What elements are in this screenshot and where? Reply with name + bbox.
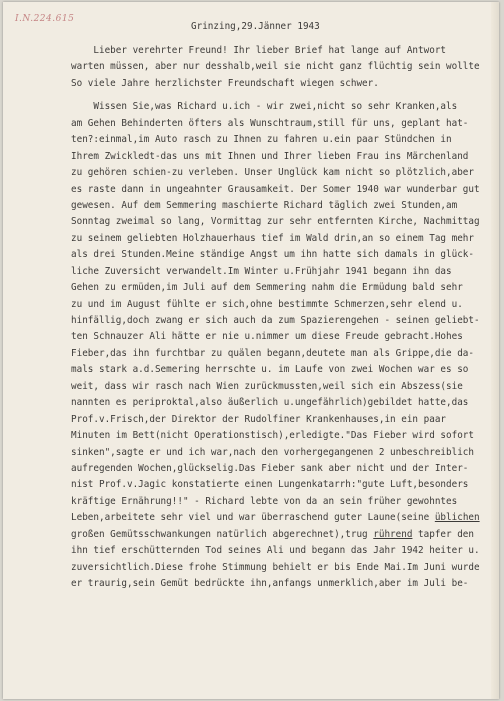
letter-line: sinken",sagte er und ich war,nach den vorhergegangenen 2 unbeschreiblich [71, 446, 474, 458]
letter-line: zu seinem geliebten Holzhauerhaus tief im Wald drin,an so einem Tag mehr [71, 232, 474, 244]
letter-date-header: Grinzing,29.Jänner 1943 [191, 21, 320, 32]
inventory-number: I.N.224.615 [15, 14, 75, 24]
letter-line: Gehen zu ermüden,im Juli auf dem Semmering nahm die Ermüdung bald sehr [71, 282, 463, 294]
letter-page [3, 2, 499, 699]
letter-line: ihn tief erschütternden Tod seines Ali und begann das Jahr 1942 heiter u. [71, 545, 480, 557]
letter-line: zuversichtlich.Diese frohe Stimmung behielt er bis Ende Mai.Im Juni wurde [71, 561, 480, 573]
letter-line: warten müssen, aber nur desshalb,weil sie nicht ganz flüchtig sein wollte [71, 61, 480, 73]
letter-line: Sonntag zweimal so lang, Vormittag zur sehr entfernten Kirche, Nachmittag [71, 216, 480, 228]
letter-line: ten Schnauzer Ali hätte er nie u.nimmer um diese Freude gebracht.Hohes [71, 331, 463, 343]
letter-line: zu und im August fühlte er sich,ohne bestimmte Schmerzen,sehr elend u. [71, 298, 463, 310]
letter-line: aufregenden Wochen,glückselig.Das Fieber sank aber nicht und der Inter- [71, 462, 469, 474]
letter-line: Fieber,das ihn furchtbar zu quälen begann,deutete man als Grippe,die da- [71, 347, 474, 359]
letter-line: er traurig,sein Gemüt bedrückte ihn,anfangs unmerklich,aber im Juli be- [71, 578, 469, 589]
letter-line: Ihrem Zwickledt-das uns mit Ihnen und Ihrer lieben Frau ins Märchenland [71, 150, 469, 162]
letter-line: weit, dass wir rasch nach Wien zurückmussten,weil sich ein Abszess(sie [71, 380, 463, 392]
underlined-word: üblichen [434, 512, 480, 524]
letter-line: liche Zuversicht verwandelt.Im Winter u.Frühjahr 1941 begann ihn das [71, 265, 452, 277]
letter-line: am Gehen Behinderten öfters als Wunschtraum,still für uns, geplant hat- [71, 117, 469, 129]
letter-line: zu gehören schien-zu verleben. Unser Unglück kam nicht so plötzlich,aber [71, 167, 474, 179]
letter-line: Prof.v.Frisch,der Direktor der Rudolfiner Krankenhauses,in ein paar [71, 413, 447, 425]
letter-line: nist Prof.v.Jagic konstatierte einen Lungenkatarrh:"gute Luft,besonders [71, 479, 469, 491]
letter-line: Lieber verehrter Freund! Ihr lieber Brief hat lange auf Antwort [71, 45, 447, 56]
letter-line: Leben,arbeitete sehr viel und war überraschend guter Laune(seine üblichen [71, 512, 480, 524]
letter-line: ten?:einmal,im Auto rasch zu Ihnen zu fahren u.ein paar Stündchen in [71, 134, 452, 146]
letter-line: mals stark a.d.Semering herrschte u. im Laufe von zwei Wochen war es so [71, 364, 469, 376]
letter-line: als drei Stunden.Meine ständige Angst um ihn hatte sich damals in glück- [71, 249, 474, 261]
letter-line: Wissen Sie,was Richard u.ich - wir zwei,nicht so sehr Kranken,als [71, 101, 458, 113]
letter-body [71, 43, 499, 592]
letter-line: Minuten im Bett(nicht Operationstisch),erledigte."Das Fieber wird sofort [71, 430, 474, 442]
letter-line: gewesen. Auf dem Semmering maschierte Richard täglich zwei Stunden,am [71, 199, 458, 211]
letter-line: hinfällig,doch zwang er sich auch da zum Spazierengehen - seinen geliebt- [71, 315, 480, 326]
letter-line: nannten es periproktal,also äußerlich u.ungefährlich)gebildet hatte,das [71, 397, 469, 409]
letter-line: großen Gemütsschwankungen natürlich abgerechnet),trug rührend tapfer den [71, 528, 475, 540]
letter-line: es raste dann in ungeahnter Grausamkeit. Der Somer 1940 war wunderbar gut [71, 183, 480, 195]
underlined-word: rührend [373, 528, 413, 540]
letter-line: So viele Jahre herzlichster Freundschaft wiegen schwer. [71, 77, 379, 89]
letter-line: kräftige Ernährung!!" - Richard lebte von da an sein früher gewohntes [71, 495, 458, 507]
